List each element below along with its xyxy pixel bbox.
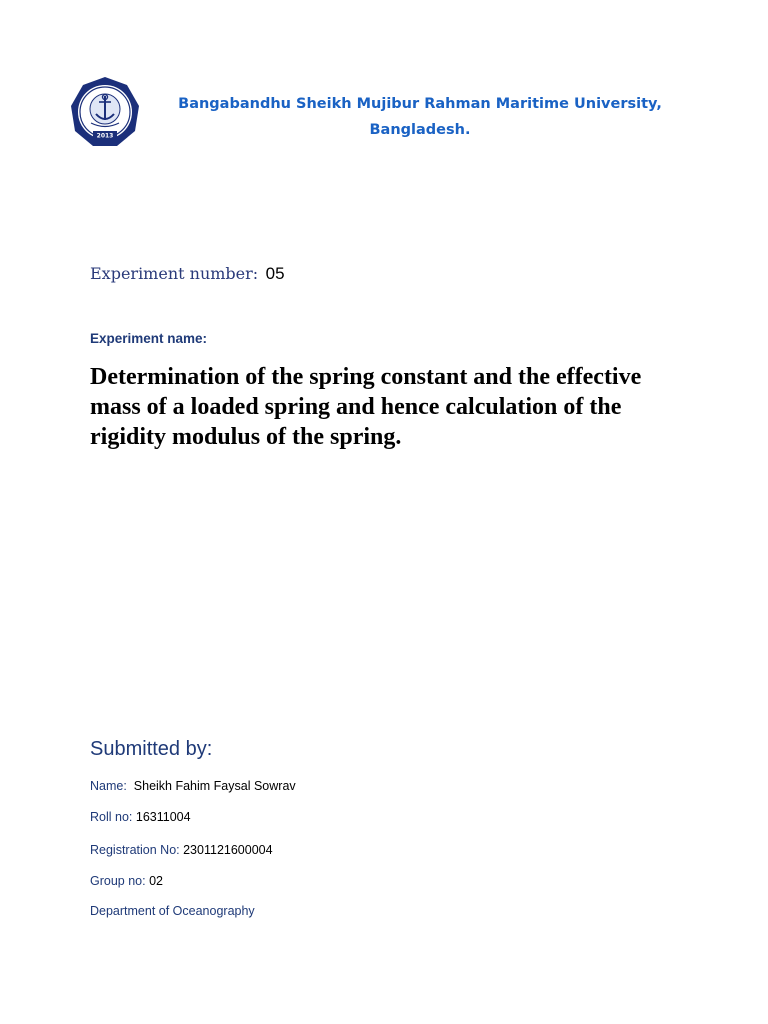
logo-year: 2013: [96, 132, 114, 140]
university-name-line2: Bangladesh.: [369, 122, 471, 138]
experiment-title: Determination of the spring constant and the effective mass of a loaded spring and hence calculation of the rigidity modulus of the spring.: [90, 364, 642, 450]
university-logo-icon: [69, 76, 141, 148]
submitted-by-heading: Submitted by:: [90, 738, 213, 760]
experiment-name-label: Experiment name:: [90, 331, 208, 346]
group-label: Group no:: [90, 874, 146, 888]
roll-no-field: [90, 810, 191, 824]
group-no-field: [90, 874, 163, 888]
department-field: [90, 904, 255, 918]
name-value: Sheikh Fahim Faysal Sowrav: [133, 779, 296, 793]
roll-label: Roll no:: [90, 810, 133, 824]
experiment-number-value: 05: [265, 264, 285, 283]
experiment-number-label: Experiment number:: [90, 264, 259, 283]
university-name-line1: Bangabandhu Sheikh Mujibur Rahman Maritime University,: [178, 96, 662, 112]
student-name-field: [90, 779, 296, 793]
experiment-number: [90, 264, 285, 284]
registration-no-field: [90, 843, 273, 857]
department-text: Department of Oceanography: [90, 904, 255, 918]
registration-label: Registration No:: [90, 843, 180, 857]
registration-value: 2301121600004: [183, 843, 273, 857]
name-label: Name:: [90, 779, 127, 793]
roll-value: 16311004: [135, 810, 191, 824]
group-value: 02: [149, 874, 163, 888]
